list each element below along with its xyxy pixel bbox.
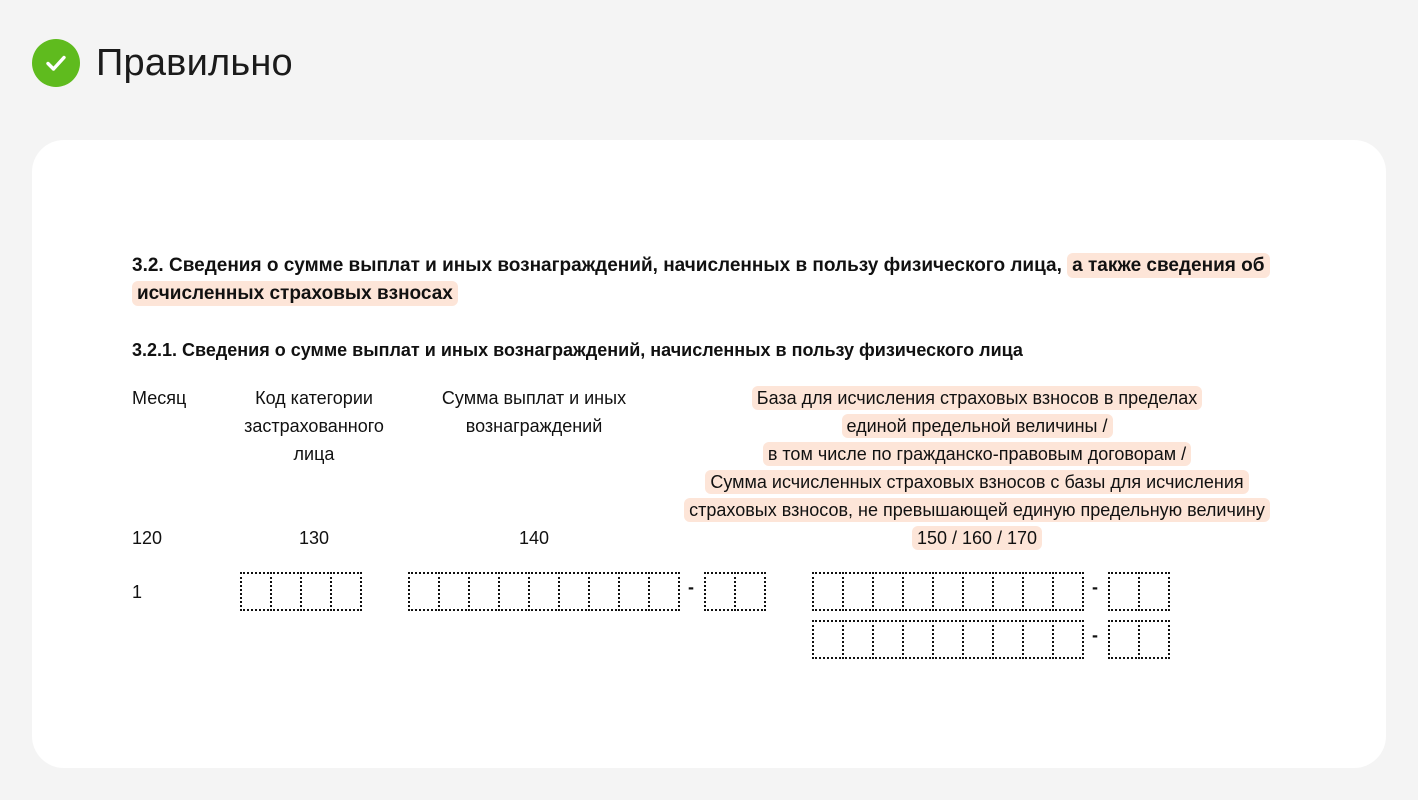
input-cell[interactable] [1108, 620, 1140, 659]
month-column-label: Месяц [132, 388, 187, 408]
input-cell[interactable] [240, 572, 272, 611]
verdict-title: Правильно [96, 41, 293, 84]
input-cell[interactable] [812, 620, 844, 659]
base-kopecks-cells-row2[interactable] [1108, 620, 1168, 657]
input-cell[interactable] [330, 572, 362, 611]
base-label-line: База для исчисления страховых взносов в пределах [752, 386, 1202, 410]
input-cell[interactable] [902, 572, 934, 611]
section-heading-highlight: а также сведения об исчисленных страховых взносах [132, 253, 1270, 306]
input-cell[interactable] [648, 572, 680, 611]
input-cell[interactable] [992, 620, 1024, 659]
input-cell[interactable] [558, 572, 590, 611]
section-heading [132, 252, 1292, 308]
payments-column-label [424, 384, 644, 440]
input-cell[interactable] [1052, 572, 1084, 611]
base-separator-row1: - [1092, 577, 1098, 597]
month-column-code: 120 [132, 528, 163, 548]
input-cell[interactable] [300, 572, 332, 611]
payments-column-code: 140 [518, 528, 550, 548]
input-cell[interactable] [704, 572, 736, 611]
check-circle-icon [32, 39, 80, 87]
input-cell[interactable] [962, 620, 994, 659]
category-column-label [224, 384, 404, 468]
category-label-line: застрахованного [244, 416, 384, 436]
form-card [32, 140, 1386, 768]
base-label-line: страховых взносов, не превышающей единую предельную величину [684, 498, 1270, 522]
input-cell[interactable] [962, 572, 994, 611]
payments-kopecks-cells[interactable] [704, 572, 764, 609]
input-cell[interactable] [1138, 572, 1170, 611]
input-cell[interactable] [1108, 572, 1140, 611]
base-code-highlight: 150 / 160 / 170 [912, 526, 1042, 550]
input-cell[interactable] [842, 572, 874, 611]
payments-separator: - [688, 577, 694, 597]
input-cell[interactable] [438, 572, 470, 611]
input-cell[interactable] [932, 620, 964, 659]
base-rubles-cells-row1[interactable] [812, 572, 1082, 609]
input-cell[interactable] [842, 620, 874, 659]
base-column-label [652, 384, 1302, 524]
input-cell[interactable] [618, 572, 650, 611]
base-separator-row2: - [1092, 625, 1098, 645]
base-kopecks-cells-row1[interactable] [1108, 572, 1168, 609]
input-cell[interactable] [528, 572, 560, 611]
input-cell[interactable] [588, 572, 620, 611]
input-cell[interactable] [1138, 620, 1170, 659]
input-cell[interactable] [270, 572, 302, 611]
base-label-line: единой предельной величины / [842, 414, 1113, 438]
category-column-code: 130 [298, 528, 330, 548]
input-cell[interactable] [498, 572, 530, 611]
subsection-heading: 3.2.1. Сведения о сумме выплат и иных вознаграждений, начисленных в пользу физического лица [132, 340, 1023, 360]
input-cell[interactable] [992, 572, 1024, 611]
category-code-cells[interactable] [240, 572, 360, 609]
category-label-line: лица [293, 444, 335, 464]
input-cell[interactable] [902, 620, 934, 659]
base-rubles-cells-row2[interactable] [812, 620, 1082, 657]
verdict-header [32, 38, 293, 88]
input-cell[interactable] [1052, 620, 1084, 659]
input-cell[interactable] [468, 572, 500, 611]
base-column-code [902, 526, 1052, 550]
payments-label-line: Сумма выплат и иных [441, 388, 627, 408]
category-label-line: Код категории [255, 388, 373, 408]
input-cell[interactable] [734, 572, 766, 611]
input-cell[interactable] [812, 572, 844, 611]
base-label-line: в том числе по гражданско-правовым договорам / [763, 442, 1191, 466]
input-cell[interactable] [932, 572, 964, 611]
input-cell[interactable] [1022, 620, 1054, 659]
section-heading-text: 3.2. Сведения о сумме выплат и иных вознаграждений, начисленных в пользу физического лица, [132, 255, 1062, 276]
input-cell[interactable] [872, 620, 904, 659]
input-cell[interactable] [1022, 572, 1054, 611]
base-label-line: Сумма исчисленных страховых взносов с базы для исчисления [705, 470, 1248, 494]
input-cell[interactable] [408, 572, 440, 611]
month-value: 1 [132, 582, 143, 602]
input-cell[interactable] [872, 572, 904, 611]
payments-label-line: вознаграждений [465, 416, 603, 436]
payments-rubles-cells[interactable] [408, 572, 678, 609]
